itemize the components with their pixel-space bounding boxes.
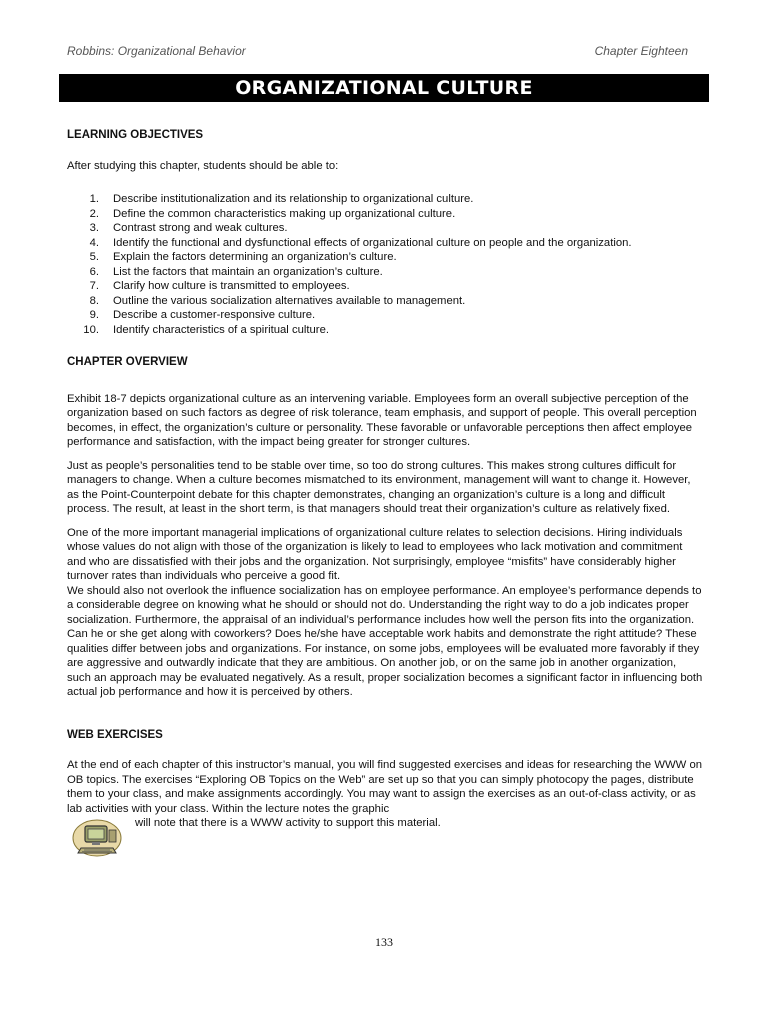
web-exercises-paragraph: At the end of each chapter of this instructor’s manual, you will find suggested exercises and ideas for researching the WWW on OB topics. The exercises “Exploring OB Topics on the Web” are set up so that you can simply photocopy the pages, distribute them to your class, and make assignments accordingly. You may want to assign the exercises as an out-of-class activity, or as lab activities with your class. Within the lecture notes the graphic bbox=[67, 759, 703, 815]
list-item: 3. Contrast strong and weak cultures. bbox=[89, 222, 288, 234]
running-header bbox=[67, 44, 688, 58]
overview-paragraph: Just as people’s personalities tend to be stable over time, so too do strong cultures. This makes strong cultures difficult for managers to change. When a culture becomes mismatched to its environment, management will want to change it. However, as the Point-Counterpoint debate for this chapter demonstrates, changing an organization’s culture is a long and difficult process. The result, at least in the short term, is that managers should treat their organization’s culture as relatively fixed. bbox=[67, 459, 691, 515]
overview-paragraph: One of the more important managerial implications of organizational culture relates to selection decisions. Hiring individuals whose values do not align with those of the organization is likely to lead to employees who lack motivation and commitment and who are dissatisfied with their jobs and the organization. Not surprisingly, employee “misfits” have considerably higher turnover rates than individuals who perceive a good fit. bbox=[67, 526, 683, 582]
list-item: 8. Outline the various socialization alternatives available to management. bbox=[89, 294, 466, 307]
www-activity-note bbox=[67, 816, 703, 856]
computer-icon bbox=[72, 818, 124, 858]
www-activity-caption: will note that there is a WWW activity to support this material. bbox=[135, 817, 441, 829]
objectives-list bbox=[67, 192, 703, 337]
list-item: 1. Describe institutionalization and its relationship to organizational culture. bbox=[89, 193, 474, 205]
list-item: 6. List the factors that maintain an organization’s culture. bbox=[89, 265, 383, 278]
chapter-overview-heading: CHAPTER OVERVIEW bbox=[67, 356, 188, 368]
list-item: 9. Describe a customer-responsive culture. bbox=[89, 309, 316, 321]
header-chapter: Chapter Eighteen bbox=[594, 44, 688, 58]
overview-paragraph: Exhibit 18-7 depicts organizational culture as an intervening variable. Employees form an overall subjective perception of the organization based on such factors as degree of risk tolerance, team emphasis, and support of people. This overall perception becomes, in effect, the organization’s culture or personality. These favorable or unfavorable perceptions then affect employee performance and satisfaction, with the impact being greater for stronger cultures. bbox=[67, 392, 697, 448]
header-book-title: Robbins: Organizational Behavior bbox=[67, 44, 246, 58]
list-item: 4. Identify the functional and dysfunctional effects of organizational culture on people and the organization. bbox=[89, 236, 632, 249]
list-item: 7. Clarify how culture is transmitted to employees. bbox=[89, 280, 350, 292]
learning-objectives-intro: After studying this chapter, students should be able to: bbox=[67, 159, 339, 172]
page-content bbox=[67, 128, 703, 856]
chapter-title: ORGANIZATIONAL CULTURE bbox=[59, 74, 709, 102]
list-item: 5. Explain the factors determining an organization’s culture. bbox=[89, 251, 397, 263]
overview-paragraph: We should also not overlook the influence socialization has on employee performance. An employee’s performance depends to a considerable degree on knowing what he should or should not do. Understanding the right way to do a job indicates proper socialization. Furthermore, the appraisal of an individual’s performance includes how well the person fits into the organization. Can he or she get along with coworkers? Does he/she have acceptable work habits and demonstrate the right attitude? These qualities differ between jobs and organizations. For instance, on some jobs, employees will be evaluated more favorably if they are aggressive and outwardly indicate that they are ambitious. On another job, or on the same job in another organization, such an approach may be evaluated negatively. As a result, proper socialization becomes a significant factor in influencing both actual job performance and how it is perceived by others. bbox=[67, 584, 703, 698]
web-exercises-heading: WEB EXERCISES bbox=[67, 728, 163, 741]
page-number: 133 bbox=[375, 935, 393, 949]
list-item: 10. Identify characteristics of a spiritual culture. bbox=[83, 323, 329, 336]
learning-objectives-heading: LEARNING OBJECTIVES bbox=[67, 129, 204, 141]
list-item: 2. Define the common characteristics making up organizational culture. bbox=[89, 207, 456, 220]
